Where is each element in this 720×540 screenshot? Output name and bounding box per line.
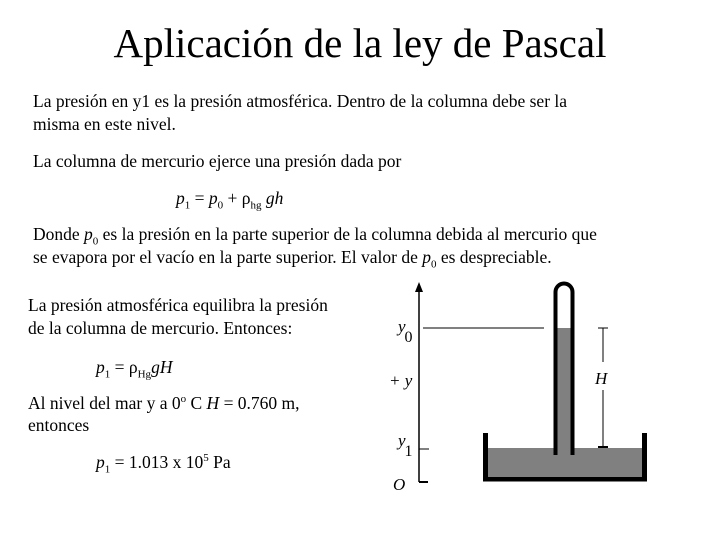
plus-y-label: + y — [389, 371, 413, 390]
para-4-line-2: de la columna de mercurio. Entonces: — [28, 318, 293, 338]
para-4-line-1: La presión atmosférica equilibra la presión — [28, 295, 328, 315]
para-5-line-2: entonces — [28, 415, 90, 435]
para-1-line-2: misma en este nivel. — [33, 114, 176, 134]
para-2: La columna de mercurio ejerce una presión dada por — [33, 151, 402, 171]
equation-2: $p_1 = \rho_{Hg}gH$ — [96, 357, 173, 381]
equation-3: $p_1 = 1.013$ x $10^5$ Pa — [96, 452, 231, 476]
slide-title: Aplicación de la ley de Pascal — [113, 20, 607, 66]
para-1-line-1: La presión en y1 es la presión atmosférica. Dentro de la columna debe ser la — [33, 91, 568, 111]
equation-1: $p_1 = p_0 + \rho_{hg}$ gh — [176, 188, 284, 212]
y1-label: y1 — [398, 431, 413, 460]
para-3-line-2: se evapora por el vacío en la parte superior. El valor de $p_0$ es despreciable. — [33, 247, 552, 271]
h-label: H — [595, 369, 608, 388]
origin-label: O — [393, 475, 406, 494]
para-5-line-1: Al nivel del mar y a 0$^o$ C H = 0.760 m, — [28, 393, 300, 413]
para-3-line-1: Donde $p_0$ es la presión en la parte superior de la columna debida al mercurio que — [33, 224, 597, 248]
axis-arrow-icon — [415, 282, 423, 292]
mercury-column — [556, 328, 572, 453]
y0-label: y0 — [398, 317, 413, 346]
